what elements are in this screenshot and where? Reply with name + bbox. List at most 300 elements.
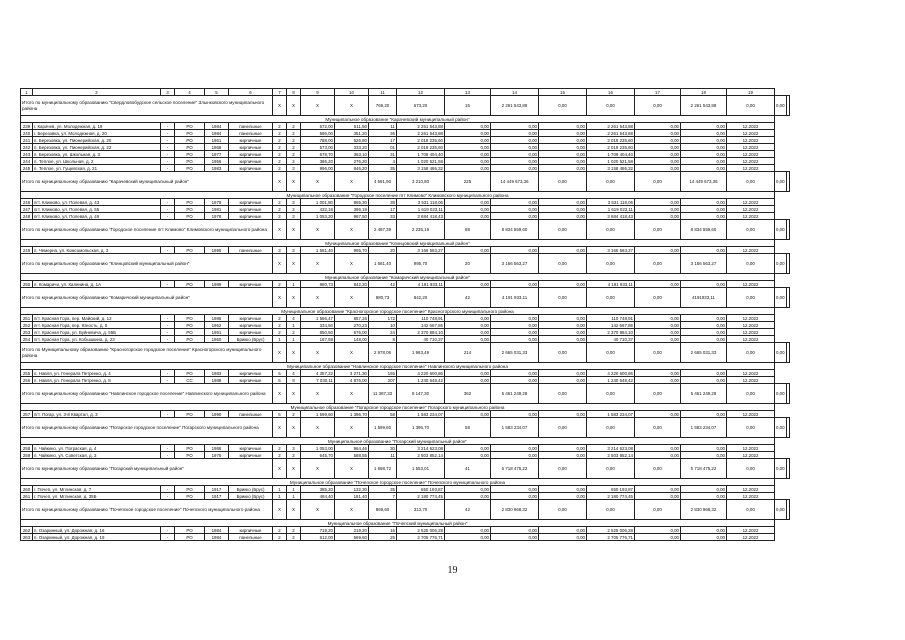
table-cell: РО [175, 281, 205, 288]
table-cell: п. Теплое, ул. Школьная, д. 2 [33, 158, 161, 165]
table-cell: 12.2022 [727, 199, 775, 206]
table-cell: 2 [273, 130, 287, 137]
table-cell: 846,20 [335, 165, 369, 172]
table-cell: X [273, 459, 287, 479]
table-row [21, 527, 790, 534]
table-cell: 2 [273, 165, 287, 172]
table-cell: 0,00 [681, 165, 727, 172]
table-cell: 2 261 543,88 [587, 123, 635, 130]
table-cell: X [301, 384, 335, 404]
table-cell: 0,00 [635, 288, 681, 308]
table-row [21, 247, 790, 254]
table-cell: РО [175, 247, 205, 254]
table-cell: 0,00 [491, 329, 539, 336]
table-cell: 2 [273, 281, 287, 288]
table-cell: п. Озаринный, ул. Дорожная, д. 19 [33, 534, 161, 541]
table-cell: 12.2022 [727, 377, 775, 384]
municipality-header-row [21, 192, 790, 199]
table-cell: - [161, 151, 175, 158]
total-row [21, 288, 790, 308]
table-cell: 1984 [205, 123, 229, 130]
table-cell: Итого по муниципальному образованию "Карачевский муниципальный район" [21, 172, 273, 192]
table-cell: 0,00 [587, 459, 635, 479]
table-cell: 3 166 563,27 [681, 254, 727, 274]
table-cell: 0,00 [491, 137, 539, 144]
table-cell: г. Почеп, ул. Мглинская, д. 7 [33, 486, 161, 493]
table-cell: Брикко (Брус) [229, 486, 273, 493]
table-cell: 8 [287, 89, 301, 96]
table-cell: 1 [287, 336, 301, 343]
table-cell: Итого по Муниципальному образованию "Красногорское городское поселение" Красногорского муниципального района [21, 343, 273, 363]
table-cell: 2 235,19 [397, 220, 445, 240]
table-cell: 396,19 [335, 206, 369, 213]
table-cell: Муниципальное образование "Карачевский муниципальный район" [21, 116, 775, 123]
table-cell: 0,00 [445, 493, 491, 500]
table-cell: 12.2022 [727, 452, 775, 459]
table-cell: 2 503 852,14 [587, 452, 635, 459]
table-cell: 12.2022 [727, 247, 775, 254]
table-cell: 3 [287, 165, 301, 172]
table-cell: 3 214 623,08 [587, 445, 635, 452]
table-cell: 2 [273, 137, 287, 144]
table-cell: X [273, 343, 287, 363]
table-cell: 14 449 673,36 [491, 172, 539, 192]
table-cell: 0,00 [491, 165, 539, 172]
table-cell [786, 418, 789, 438]
table-cell: 0,00 [445, 165, 491, 172]
table-cell: 573,00 [301, 144, 335, 151]
table-cell: 0,00 [587, 288, 635, 308]
table-cell: 110 748,91 [587, 315, 635, 322]
table-cell [786, 288, 789, 308]
table-cell: 1 020 521,58 [397, 158, 445, 165]
table-cell: 0,00 [727, 288, 775, 308]
table-cell: 0,00 [635, 459, 681, 479]
table-cell: 3 214 623,08 [397, 445, 445, 452]
table-cell: 20 [369, 247, 397, 254]
table-cell: 2 261 543,88 [587, 130, 635, 137]
table-cell: X [287, 384, 301, 404]
table-cell [786, 96, 789, 116]
table-cell: 3 158 486,32 [397, 165, 445, 172]
table-cell: 0,00 [539, 329, 587, 336]
table-cell: 0,00 [539, 130, 587, 137]
municipality-header-row [21, 274, 790, 281]
table-cell: пгт. Климово, ул. Полевая, д. 43 [33, 199, 161, 206]
table-cell: 1 698,72 [369, 459, 397, 479]
table-cell: X [287, 172, 301, 192]
table-cell: пгт. Климово, ул. Полевая, д. 49 [33, 213, 161, 220]
table-cell: 0,00 [539, 123, 587, 130]
table-cell: 0,00 [491, 377, 539, 384]
table-cell: - [161, 213, 175, 220]
table-cell: 2 978,06 [369, 343, 397, 363]
table-cell: кирпичные [229, 158, 273, 165]
table-cell [786, 500, 789, 520]
table-cell: - [161, 527, 175, 534]
table-cell: 2 503 852,14 [397, 452, 445, 459]
table-cell: 769,20 [369, 96, 397, 116]
table-cell: 2 019 235,60 [587, 144, 635, 151]
table-cell: 3 271,30 [335, 370, 369, 377]
table-row [21, 445, 790, 452]
table-cell: РО [175, 336, 205, 343]
table-cell: 0,00 [775, 384, 787, 404]
table-cell: 650 193,87 [587, 486, 635, 493]
table-row [21, 213, 790, 220]
table-cell: 0,00 [587, 96, 635, 116]
table-cell: п. Навля, ул. Генерала Петренко, д. 8 [33, 377, 161, 384]
table-cell: кирпичные [229, 165, 273, 172]
table-row [21, 144, 790, 151]
table-cell: 1984 [205, 534, 229, 541]
table-cell: X [287, 343, 301, 363]
table-cell: X [335, 500, 369, 520]
table-cell: панельные [229, 123, 273, 130]
table-cell: 0,00 [727, 459, 775, 479]
table-cell: 214 [445, 343, 491, 363]
table-cell: 5 [273, 370, 287, 377]
table-cell: 2 830 968,32 [681, 500, 727, 520]
table-cell: 2 [273, 329, 287, 336]
table-cell: 8 [369, 336, 397, 343]
table-cell: 40 710,37 [397, 336, 445, 343]
table-cell: РО [175, 534, 205, 541]
table-cell: 20 [445, 254, 491, 274]
table-cell: 3 [287, 247, 301, 254]
table-cell: 207 [369, 377, 397, 384]
table-cell: 155 [369, 370, 397, 377]
table-cell: 0,00 [539, 343, 587, 363]
table-cell: 255 [21, 370, 33, 377]
table-cell: 2 [287, 206, 301, 213]
table-cell: 35 [369, 486, 397, 493]
table-row [21, 377, 790, 384]
table-cell: 0,00 [539, 158, 587, 165]
table-cell [786, 343, 789, 363]
table-cell: 5 [273, 377, 287, 384]
table-cell: 260 [21, 486, 33, 493]
table-cell: 8 834 559,60 [491, 220, 539, 240]
table-cell: 1 583 234,07 [587, 411, 635, 418]
table-cell [786, 459, 789, 479]
table-cell: 0,00 [681, 137, 727, 144]
table-cell: 4 [287, 370, 301, 377]
table-cell: 0,00 [539, 151, 587, 158]
table-cell: 239 [21, 123, 33, 130]
table-cell: 511,50 [335, 123, 369, 130]
table-cell: 12.2022 [727, 130, 775, 137]
table-cell: кирпичные [229, 315, 273, 322]
table-cell: 1 053,00 [301, 445, 335, 452]
table-cell: 242 [21, 144, 33, 151]
table-cell: X [287, 254, 301, 274]
table-cell: РО [175, 206, 205, 213]
table-cell: X [301, 220, 335, 240]
table-cell: 0,00 [775, 288, 787, 308]
table-cell: 0,00 [681, 377, 727, 384]
table-cell: 0,00 [539, 281, 587, 288]
table-cell: РО [175, 137, 205, 144]
table-cell: 0,00 [775, 459, 787, 479]
table-cell: X [335, 288, 369, 308]
table-cell: 0,00 [775, 172, 787, 192]
table-cell: 2 705 776,71 [397, 534, 445, 541]
table-cell: 12.2022 [727, 445, 775, 452]
table-cell: - [161, 534, 175, 541]
table-cell: 676,00 [335, 329, 369, 336]
table-cell: Муниципальное образование "Городское поселение пгт Климово" Климовского муниципального района [21, 192, 775, 199]
table-cell: 1968 [205, 144, 229, 151]
table-cell: 1986 [205, 445, 229, 452]
table-cell: п. Березовка, ул. Пионерийская, д. 22 [33, 144, 161, 151]
table-cell: Муниципальное образование "Погарское городское поселение" Погарского муниципального района [21, 404, 775, 411]
table-cell [786, 172, 789, 192]
table-cell: 0,00 [727, 96, 775, 116]
table-cell: п. Теплое, ул. Гущевская, д. 21 [33, 165, 161, 172]
table-cell: 351,20 [335, 130, 369, 137]
table-cell: 0,00 [445, 137, 491, 144]
table-cell: 30 [369, 445, 397, 452]
table-cell: кирпичные [229, 144, 273, 151]
total-row [21, 172, 790, 192]
municipality-header-row [21, 308, 790, 315]
table-cell: 88 [445, 220, 491, 240]
table-cell: 0,00 [491, 315, 539, 322]
table-cell: кирпичные [229, 445, 273, 452]
table-cell: 385,20 [301, 486, 335, 493]
table-cell: 258 [21, 445, 33, 452]
table-cell: X [273, 384, 287, 404]
table-cell: 247 [21, 206, 33, 213]
table-cell: - [161, 206, 175, 213]
total-row [21, 254, 790, 274]
table-cell: 8 [287, 377, 301, 384]
table-cell: X [287, 220, 301, 240]
table-cell: 2 665 031,33 [491, 343, 539, 363]
table-cell: 24 [369, 329, 397, 336]
table-cell: 1983 [205, 165, 229, 172]
table-cell: 1981 [205, 206, 229, 213]
table-cell: 0,00 [445, 151, 491, 158]
table-cell: 18 [681, 89, 727, 96]
table-cell: РО [175, 165, 205, 172]
table-cell: Муниципальное образование "Почепское городское поселение" Почепского муниципального района [21, 479, 775, 486]
table-cell: 1 [273, 336, 287, 343]
table-cell: 0,00 [587, 172, 635, 192]
table-cell: 2 705 776,71 [587, 534, 635, 541]
table-cell: Итого по муниципальному образованию "Погарский муниципальный район" [21, 459, 273, 479]
table-cell: 0,00 [681, 247, 727, 254]
table-cell: 42 [445, 500, 491, 520]
table-cell: 219,20 [335, 527, 369, 534]
table-row [21, 130, 790, 137]
table-cell: 362 [445, 384, 491, 404]
table-cell: 0,00 [775, 343, 787, 363]
table-cell: 254 [21, 336, 33, 343]
table-cell: 263 [21, 534, 33, 541]
table-cell: 2 370 884,10 [397, 329, 445, 336]
table-cell: - [161, 165, 175, 172]
table-cell: - [161, 130, 175, 137]
table-cell: 0,00 [445, 322, 491, 329]
table-cell: 2 [273, 445, 287, 452]
table-cell: 12.2022 [727, 137, 775, 144]
table-cell: 2 [273, 315, 287, 322]
table-cell: 58 [369, 411, 397, 418]
table-cell: 1995 [205, 247, 229, 254]
table-cell: 0,00 [681, 336, 727, 343]
table-cell: Муниципальное образование "Комаричский муниципальный район" [21, 274, 775, 281]
table-cell: 0,00 [445, 281, 491, 288]
table-cell: 3 [161, 89, 175, 96]
table-cell: 0,00 [539, 486, 587, 493]
table-cell: 167,59 [301, 336, 335, 343]
table-cell: 4 [369, 158, 397, 165]
table-cell: 484,40 [301, 493, 335, 500]
table-cell: 4 191 933,11 [587, 281, 635, 288]
table-cell: 14 [491, 89, 539, 96]
table-cell: 172 [369, 315, 397, 322]
table-cell: РО [175, 370, 205, 377]
table-cell: - [161, 281, 175, 288]
table-cell: - [161, 411, 175, 418]
municipality-header-row [21, 438, 790, 445]
table-cell: 31 [369, 151, 397, 158]
table-cell: 1983 [205, 370, 229, 377]
table-cell: 2 [273, 322, 287, 329]
table-cell: 5 461 249,28 [491, 384, 539, 404]
table-cell: 1 240 648,42 [587, 377, 635, 384]
table-cell: 313,70 [397, 500, 445, 520]
municipality-header-row [21, 404, 790, 411]
table-cell: 880,73 [301, 281, 335, 288]
table-cell: 01 [369, 144, 397, 151]
table-cell: 0,00 [539, 459, 587, 479]
table-cell: 0,00 [539, 206, 587, 213]
table-cell: 1 [287, 493, 301, 500]
table-cell: 0,00 [775, 418, 787, 438]
table-cell: 12.2022 [727, 158, 775, 165]
table-cell: 586,00 [301, 130, 335, 137]
table-row [21, 281, 790, 288]
table-row [21, 123, 790, 130]
table-cell: 225 [445, 172, 491, 192]
total-row [21, 500, 790, 520]
table-cell: 1960 [205, 336, 229, 343]
table-cell: 12.2022 [727, 144, 775, 151]
table-cell: РО [175, 123, 205, 130]
table-cell: 40 710,37 [587, 336, 635, 343]
table-cell: 0,00 [635, 384, 681, 404]
table-cell: 0,00 [539, 384, 587, 404]
table-cell: 0,00 [635, 370, 681, 377]
table-cell: 249 [21, 247, 33, 254]
table-cell: 0,00 [635, 534, 681, 541]
table-cell: 2 [287, 151, 301, 158]
table-cell: РО [175, 527, 205, 534]
table-cell: 612,00 [301, 534, 335, 541]
table-cell: 1956 [205, 158, 229, 165]
table-cell: X [335, 343, 369, 363]
table-cell: кирпичные [229, 322, 273, 329]
table-cell: 0,00 [445, 411, 491, 418]
table-cell: 36 [369, 130, 397, 137]
table-cell: 142 667,85 [397, 322, 445, 329]
table-cell: 12.2022 [727, 315, 775, 322]
table-cell: панельные [229, 411, 273, 418]
table-cell: 4 [175, 89, 205, 96]
table-cell: 0,00 [635, 315, 681, 322]
table-cell: 0,00 [681, 213, 727, 220]
table-cell: 1962 [205, 322, 229, 329]
table-cell: 0,00 [491, 336, 539, 343]
table-cell: 0,00 [539, 254, 587, 274]
table-cell: 1 619 023,11 [397, 206, 445, 213]
table-cell: 3 [287, 445, 301, 452]
table-cell: 7 030,11 [301, 377, 335, 384]
table-cell: 0,00 [635, 151, 681, 158]
table-cell: 2 [273, 534, 287, 541]
table-cell: 0,00 [539, 336, 587, 343]
table-cell: 0,00 [539, 445, 587, 452]
table-cell: 0,00 [491, 158, 539, 165]
table-cell: 2 [287, 411, 301, 418]
table-cell: 0,00 [635, 130, 681, 137]
table-cell: 0,00 [635, 500, 681, 520]
table-cell: 0,00 [539, 96, 587, 116]
table-cell: 10 [369, 322, 397, 329]
table-cell: 0,00 [727, 384, 775, 404]
table-cell: 1 396,70 [335, 411, 369, 418]
table-cell: 1 [273, 486, 287, 493]
table-cell: 6 [229, 89, 273, 96]
table-cell: Брикко (Брус) [229, 493, 273, 500]
table-cell: 4 876,00 [335, 377, 369, 384]
table-cell: Брикко (Брус) [229, 336, 273, 343]
table-cell: 14 449 673,36 [681, 172, 727, 192]
table-cell: 19 [727, 89, 775, 96]
table-cell: 2 180 774,45 [587, 493, 635, 500]
table-cell: 256 [21, 377, 33, 384]
table-cell: 276,20 [335, 158, 369, 165]
table-cell: 0,00 [539, 247, 587, 254]
table-cell: X [287, 459, 301, 479]
table-cell: 1 553,01 [397, 459, 445, 479]
table-cell: 0,00 [491, 452, 539, 459]
table-cell: 0,00 [681, 493, 727, 500]
table-cell: 0,00 [635, 445, 681, 452]
table-cell: 0,00 [635, 172, 681, 192]
table-cell: 0,00 [635, 452, 681, 459]
table-cell: 0,00 [681, 130, 727, 137]
table-cell: г. Карачев, ул. Молодежная, д. 19 [33, 123, 161, 130]
table-cell: 12.2022 [727, 370, 775, 377]
municipality-header-row [21, 116, 790, 123]
table-cell: 0,00 [635, 158, 681, 165]
table-cell: кирпичные [229, 206, 273, 213]
table-cell: 142 667,85 [587, 322, 635, 329]
table-cell: X [287, 96, 301, 116]
table-cell: 1988 [205, 377, 229, 384]
table-cell: Муниципальное образование "Почепский муниципальный район" [21, 520, 775, 527]
table-cell: 11 387,33 [369, 384, 397, 404]
table-cell: Муниципальное образование "Красногорское городское поселение" Красногорского муниципального района [21, 308, 775, 315]
table-cell: 2 [287, 158, 301, 165]
table-cell: г. Березовка, ул. Молодежная, д. 20 [33, 130, 161, 137]
table-cell: Итого по муниципальному образованию "Городское поселение пгт Климово" Климовского муниципального района [21, 220, 273, 240]
table-cell: 0,00 [539, 213, 587, 220]
